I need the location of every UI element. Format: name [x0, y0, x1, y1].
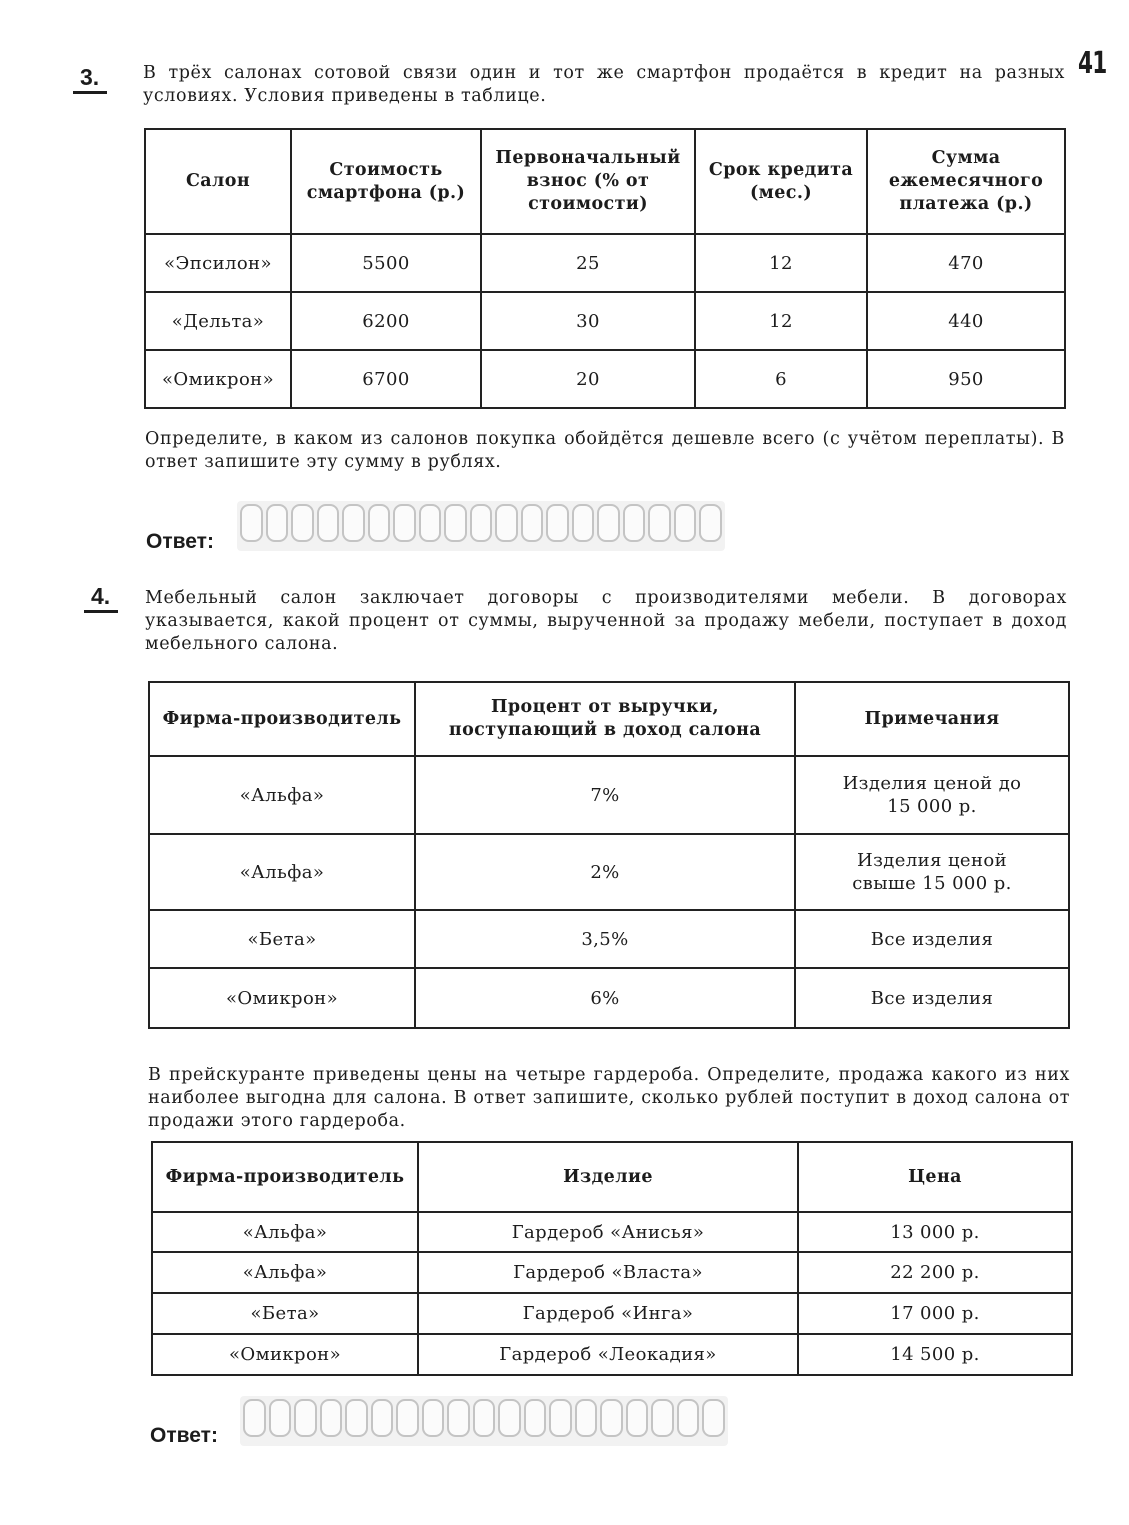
task-4-commission-table [148, 681, 1070, 1029]
table-cell: 12 [695, 292, 867, 350]
table-cell: Гардероб «Власта» [418, 1252, 798, 1293]
task-4-middle-text: В прейскуранте приведены цены на четыре гардероба. Определите, продажа какого из них наиболее выгодна для салона. В ответ запишите, сколько рублей поступит в доход салона от продажи этого гардероба. [148, 1065, 1070, 1131]
table-cell: 440 [867, 292, 1065, 350]
table-cell: «Омикрон» [152, 1334, 418, 1375]
table-cell: «Бета» [149, 910, 415, 968]
answer-cell[interactable] [266, 504, 289, 542]
table-cell: 13 000 р. [798, 1212, 1072, 1252]
answer-cell[interactable] [674, 504, 697, 542]
table-cell: «Альфа» [152, 1212, 418, 1252]
table-cell: 14 500 р. [798, 1334, 1072, 1375]
table-header-cell: Изделие [418, 1142, 798, 1212]
task-3-intro: В трёх салонах сотовой связи один и тот же смартфон продаётся в кредит на разных условиях. Условия приведены в таблице. [143, 63, 1065, 106]
table-cell: 6% [415, 968, 795, 1028]
table-cell: 950 [867, 350, 1065, 408]
table-cell: «Альфа» [152, 1252, 418, 1293]
task-4-answer-label: Ответ: [150, 1424, 218, 1447]
table-cell: 30 [481, 292, 695, 350]
answer-cell[interactable] [677, 1399, 700, 1437]
answer-cell[interactable] [371, 1399, 394, 1437]
task-4-number: 4. [91, 583, 111, 609]
answer-cell[interactable] [597, 504, 620, 542]
table-row [149, 968, 1069, 1028]
answer-cell[interactable] [524, 1399, 547, 1437]
answer-cell[interactable] [702, 1399, 725, 1437]
table-row [145, 234, 1065, 292]
table-row [152, 1293, 1072, 1334]
table-cell: 5500 [291, 234, 481, 292]
answer-cell[interactable] [368, 504, 391, 542]
answer-cell[interactable] [291, 504, 314, 542]
table-cell: Изделия ценой до 15 000 р. [795, 756, 1069, 834]
task-3-answer-label: Ответ: [146, 530, 214, 553]
table-header-row [149, 682, 1069, 756]
answer-cell[interactable] [419, 504, 442, 542]
answer-cell[interactable] [546, 504, 569, 542]
table-row [149, 910, 1069, 968]
table-cell: 470 [867, 234, 1065, 292]
table-header-cell: Процент от выручки, поступающий в доход салона [415, 682, 795, 756]
answer-cell[interactable] [393, 504, 416, 542]
table-cell: 7% [415, 756, 795, 834]
table-cell: Гардероб «Анисья» [418, 1212, 798, 1252]
table-cell: Гардероб «Инга» [418, 1293, 798, 1334]
answer-cell[interactable] [447, 1399, 470, 1437]
answer-cell[interactable] [345, 1399, 368, 1437]
table-header-cell: Примечания [795, 682, 1069, 756]
table-cell: 25 [481, 234, 695, 292]
table-row [152, 1212, 1072, 1252]
table-cell: «Альфа» [149, 756, 415, 834]
answer-cell[interactable] [699, 504, 722, 542]
table-cell: «Эпсилон» [145, 234, 291, 292]
table-cell: «Омикрон» [149, 968, 415, 1028]
task-3-number: 3. [80, 64, 100, 90]
table-cell: «Бета» [152, 1293, 418, 1334]
table-cell: Гардероб «Леокадия» [418, 1334, 798, 1375]
table-cell: 22 200 р. [798, 1252, 1072, 1293]
answer-cell[interactable] [473, 1399, 496, 1437]
table-cell: 20 [481, 350, 695, 408]
answer-cell[interactable] [651, 1399, 674, 1437]
answer-cell[interactable] [396, 1399, 419, 1437]
table-cell: 6200 [291, 292, 481, 350]
answer-cell[interactable] [320, 1399, 343, 1437]
task-3-credit-table [144, 128, 1066, 409]
table-row [152, 1334, 1072, 1375]
table-cell: 6 [695, 350, 867, 408]
table-header-cell: Срок кредита (мес.) [695, 129, 867, 234]
page-number: 41 [1078, 46, 1107, 81]
table-row [145, 350, 1065, 408]
table-cell: «Дельта» [145, 292, 291, 350]
table-header-row [152, 1142, 1072, 1212]
task-4-price-table [151, 1141, 1073, 1376]
table-cell: Все изделия [795, 910, 1069, 968]
table-header-row [145, 129, 1065, 234]
table-row [149, 756, 1069, 834]
task-3-question: Определите, в каком из салонов покупка обойдётся дешевле всего (с учётом переплаты). В ответ запишите эту сумму в рублях. [145, 429, 1065, 472]
table-header-cell: Фирма-производитель [152, 1142, 418, 1212]
table-cell: 3,5% [415, 910, 795, 968]
table-header-cell: Салон [145, 129, 291, 234]
answer-cell[interactable] [648, 504, 671, 542]
answer-cell[interactable] [269, 1399, 292, 1437]
table-cell: «Альфа» [149, 834, 415, 910]
answer-cell[interactable] [495, 504, 518, 542]
table-cell: Все изделия [795, 968, 1069, 1028]
table-cell: «Омикрон» [145, 350, 291, 408]
answer-cell[interactable] [498, 1399, 521, 1437]
table-cell: Изделия ценой свыше 15 000 р. [795, 834, 1069, 910]
table-header-cell: Сумма ежемесячного платежа (р.) [867, 129, 1065, 234]
table-header-cell: Стоимость смартфона (р.) [291, 129, 481, 234]
answer-cell[interactable] [575, 1399, 598, 1437]
answer-cell[interactable] [549, 1399, 572, 1437]
table-cell: 17 000 р. [798, 1293, 1072, 1334]
table-cell: 2% [415, 834, 795, 910]
answer-cell[interactable] [572, 504, 595, 542]
answer-cell[interactable] [444, 504, 467, 542]
task-4-intro: Мебельный салон заключает договоры с производителями мебели. В договорах указывается, какой процент от суммы, вырученной за продажу мебели, поступает в доход мебельного салона. [145, 588, 1067, 654]
answer-cell[interactable] [342, 504, 365, 542]
table-row [145, 292, 1065, 350]
table-header-cell: Цена [798, 1142, 1072, 1212]
table-header-cell: Фирма-производитель [149, 682, 415, 756]
answer-cell[interactable] [240, 504, 263, 542]
task-4-answer-field[interactable] [240, 1396, 728, 1446]
answer-cell[interactable] [470, 504, 493, 542]
answer-cell[interactable] [243, 1399, 266, 1437]
table-cell: 6700 [291, 350, 481, 408]
table-row [152, 1252, 1072, 1293]
answer-cell[interactable] [422, 1399, 445, 1437]
answer-cell[interactable] [317, 504, 340, 542]
task-3-answer-field[interactable] [237, 501, 725, 551]
answer-cell[interactable] [626, 1399, 649, 1437]
answer-cell[interactable] [294, 1399, 317, 1437]
answer-cell[interactable] [521, 504, 544, 542]
table-cell: 12 [695, 234, 867, 292]
table-header-cell: Первоначальный взнос (% от стоимости) [481, 129, 695, 234]
table-row [149, 834, 1069, 910]
answer-cell[interactable] [600, 1399, 623, 1437]
answer-cell[interactable] [623, 504, 646, 542]
